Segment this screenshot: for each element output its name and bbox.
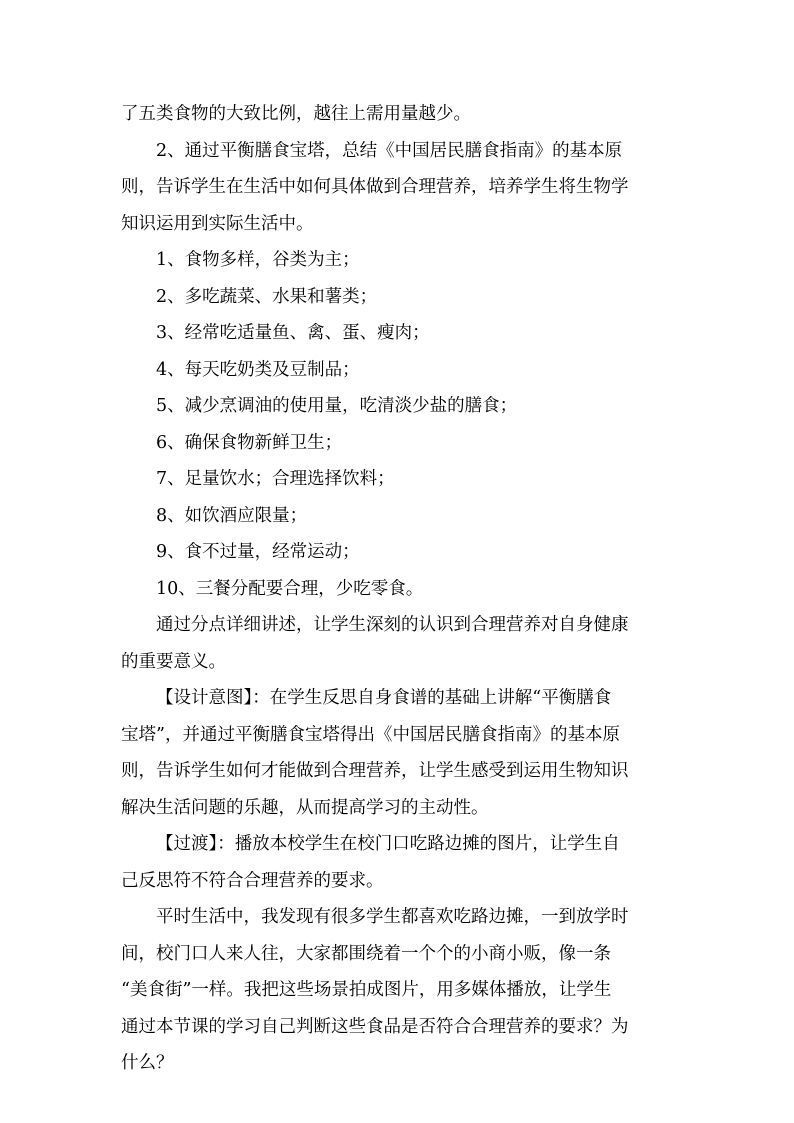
paragraph-line: 【设计意图】：在学生反思自身食谱的基础上讲解“平衡膳食 bbox=[156, 688, 612, 708]
list-item: 8、如饮酒应限量； bbox=[156, 505, 308, 526]
list-item: 7、足量饮水；合理选择饮料； bbox=[156, 469, 395, 489]
paragraph-line: 宝塔”，并通过平衡膳食宝塔得出《中国居民膳食指南》的基本原 bbox=[121, 724, 620, 745]
paragraph-line: 的重要意义。 bbox=[121, 651, 226, 672]
paragraph-line: 通过本节课的学习自己判断这些食品是否符合合理营养的要求？为 bbox=[121, 1016, 629, 1037]
list-item: 2、多吃蔬菜、水果和薯类； bbox=[156, 286, 378, 307]
paragraph-line: 平时生活中，我发现有很多学生都喜欢吃路边摊，一到放学时 bbox=[156, 907, 629, 927]
paragraph-line: 通过分点详细讲述，让学生深刻的认识到合理营养对自身健康 bbox=[156, 615, 629, 635]
paragraph-line: 己反思符不符合合理营养的要求。 bbox=[121, 870, 384, 891]
paragraph-line: “美食街”一样。我把这些场景拍成图片，用多媒体播放，让学生 bbox=[121, 980, 612, 1000]
paragraph-line: 解决生活问题的乐趣，从而提高学习的主动性。 bbox=[121, 797, 489, 818]
paragraph-line: 什么？ bbox=[121, 1053, 174, 1073]
paragraph-line: 则，告诉学生如何才能做到合理营养，让学生感受到运用生物知识 bbox=[121, 761, 629, 781]
list-item: 5、减少烹调油的使用量，吃清淡少盐的膳食； bbox=[156, 396, 518, 416]
paragraph-line: 【过渡】：播放本校学生在校门口吃路边摊的图片，让学生自 bbox=[156, 834, 620, 854]
list-item: 9、食不过量，经常运动； bbox=[156, 542, 360, 562]
list-item: 6、确保食物新鲜卫生； bbox=[156, 432, 343, 453]
list-item: 10、三餐分配要合理，少吃零食。 bbox=[156, 578, 424, 599]
list-item: 4、每天吃奶类及豆制品； bbox=[156, 359, 360, 380]
list-item: 1、食物多样，谷类为主； bbox=[156, 250, 360, 270]
paragraph-line: 了五类食物的大致比例，越往上需用量越少。 bbox=[121, 104, 471, 124]
paragraph-line: 间，校门口人来人往，大家都围绕着一个个的小商小贩，像一条 bbox=[121, 943, 611, 964]
paragraph-line: 2、通过平衡膳食宝塔，总结《中国居民膳食指南》的基本原 bbox=[156, 140, 623, 161]
paragraph-line: 知识运用到实际生活中。 bbox=[121, 213, 314, 234]
list-item: 3、经常吃适量鱼、禽、蛋、瘦肉； bbox=[156, 323, 430, 343]
paragraph-line: 则，告诉学生在生活中如何具体做到合理营养，培养学生将生物学 bbox=[121, 177, 629, 197]
document-body bbox=[121, 96, 681, 1082]
